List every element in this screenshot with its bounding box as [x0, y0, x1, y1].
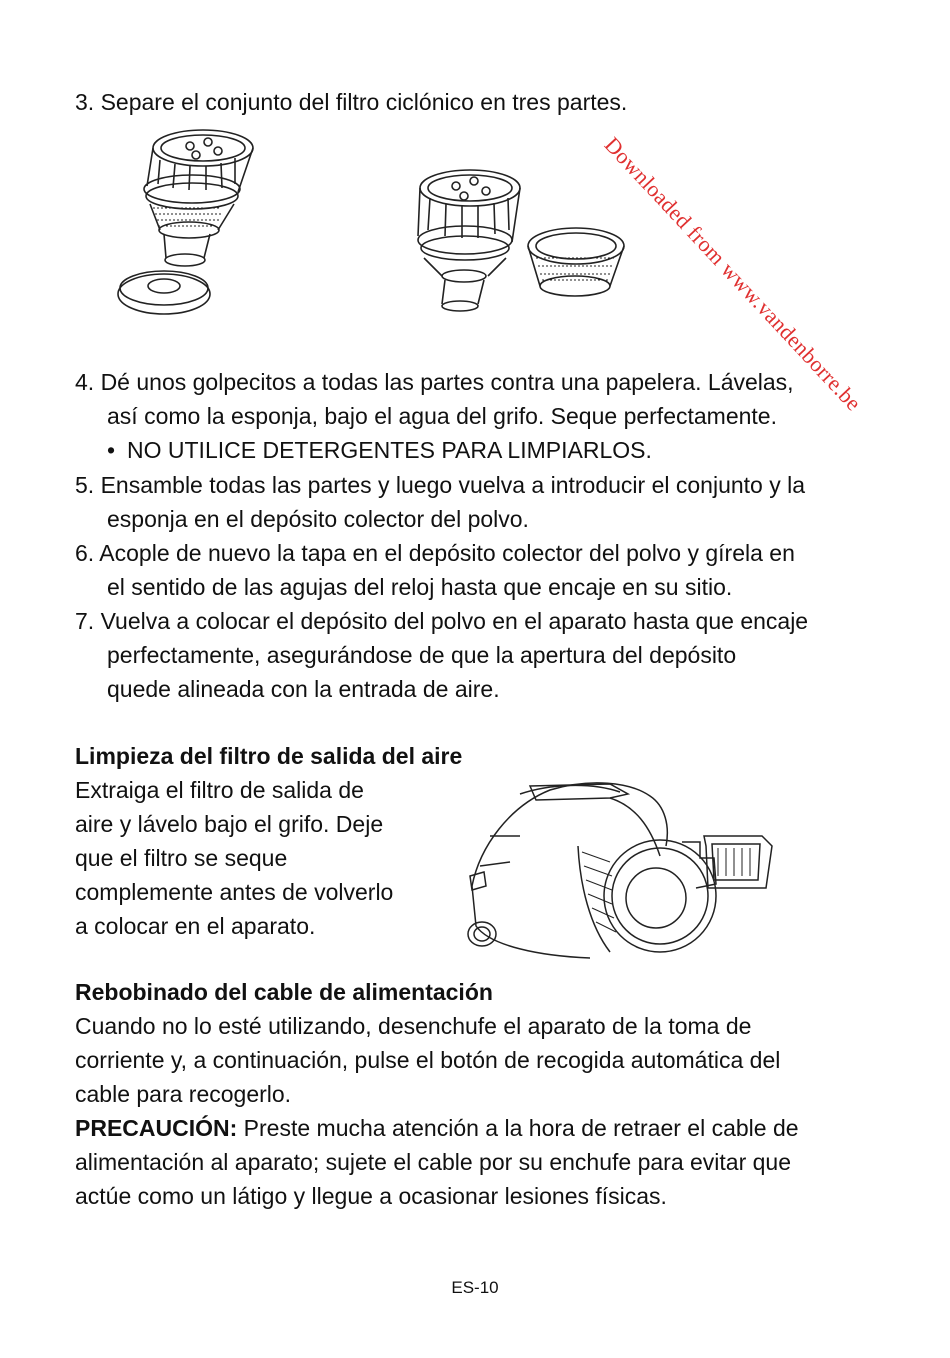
air-filter-line-4: complemente antes de volverlo	[75, 879, 394, 905]
filter-cap-part	[118, 271, 210, 314]
vacuum-exhaust-filter-illustration	[460, 776, 780, 966]
step-7-line-1: 7. Vuelva a colocar el depósito del polvo en el aparato hasta que encaje	[75, 608, 809, 634]
step-7-line-2: perfectamente, asegurándose de que la apertura del depósito	[107, 642, 737, 668]
step-5-line-1: 5. Ensamble todas las partes y luego vuelva a introducir el conjunto y la	[75, 472, 806, 498]
filter-mesh-part	[528, 228, 624, 296]
filter-cone-part	[418, 170, 520, 311]
air-filter-line-5: a colocar en el aparato.	[75, 913, 316, 939]
step-7-line-3: quede alineada con la entrada de aire.	[107, 676, 500, 702]
caution-line-3: actúe como un látigo y llegue a ocasionar lesiones físicas.	[75, 1183, 667, 1209]
air-filter-line-1: Extraiga el filtro de salida de	[75, 777, 364, 803]
step-6-line-1: 6. Acople de nuevo la tapa en el depósito colector del polvo y gírela en	[75, 540, 795, 566]
watermark: Downloaded from www.vandenborre.be	[599, 132, 867, 416]
filter-assembly-left	[144, 130, 253, 266]
bullet-icon: •	[107, 437, 116, 463]
step-5-line-2: esponja en el depósito colector del polvo.	[107, 506, 529, 532]
step-4-line-2: así como la esponja, bajo el agua del grifo. Seque perfectamente.	[107, 403, 777, 429]
cable-line-2: corriente y, a continuación, pulse el botón de recogida automática del	[75, 1047, 781, 1073]
air-filter-heading: Limpieza del filtro de salida del aire	[75, 743, 463, 769]
step-4-bullet-text: NO UTILICE DETERGENTES PARA LIMPIARLOS.	[127, 437, 652, 463]
caution-line-2: alimentación al aparato; sujete el cable por su enchufe para evitar que	[75, 1149, 792, 1175]
step-6-line-2: el sentido de las agujas del reloj hasta que encaje en su sitio.	[107, 574, 733, 600]
step-4-bullet	[107, 434, 652, 467]
page-number: ES-10	[451, 1278, 499, 1297]
cyclonic-filter-illustration	[100, 118, 640, 328]
caution-line-1	[75, 1112, 799, 1145]
cable-heading: Rebobinado del cable de alimentación	[75, 979, 493, 1005]
air-filter-line-2: aire y lávelo bajo el grifo. Deje	[75, 811, 384, 837]
cable-line-3: cable para recogerlo.	[75, 1081, 292, 1107]
caution-text-1: Preste mucha atención a la hora de retraer el cable de	[237, 1115, 799, 1141]
step-3-text: 3. Separe el conjunto del filtro ciclónico en tres partes.	[75, 89, 628, 115]
air-filter-line-3: que el filtro se seque	[75, 845, 288, 871]
caution-label: PRECAUCIÓN:	[75, 1115, 238, 1141]
cable-line-1: Cuando no lo esté utilizando, desenchufe el aparato de la toma de	[75, 1013, 752, 1039]
step-4-line-1: 4. Dé unos golpecitos a todas las partes contra una papelera. Lávelas,	[75, 369, 794, 395]
